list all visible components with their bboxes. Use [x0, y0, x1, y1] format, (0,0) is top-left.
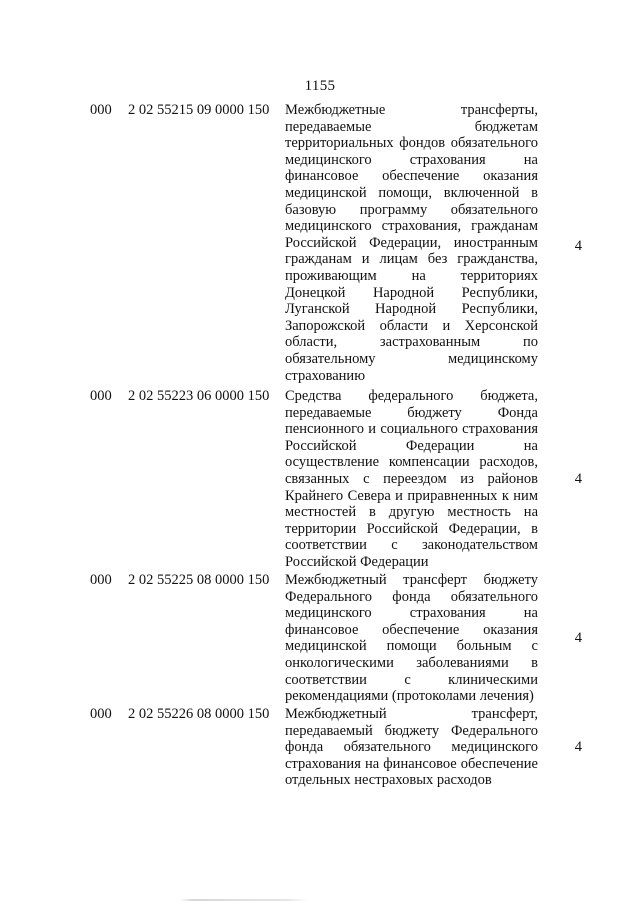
rank-value: 4 — [574, 739, 582, 755]
budget-code: 2 02 55225 08 0000 150 — [128, 572, 270, 588]
rank-value: 4 — [574, 238, 582, 254]
budget-code: 2 02 55226 08 0000 150 — [128, 706, 270, 722]
income-description: Межбюджетный трансферт, передаваемый бюджету Федерального фонда обязательного медицинского страхования на финансовое обеспечение отдельных нестраховых расходов — [285, 706, 538, 789]
admin-code: 000 — [90, 572, 112, 588]
scan-edge-divider — [0, 899, 640, 901]
income-description: Межбюджетный трансферт бюджету Федерального фонда обязательного медицинского страхования на финансовое обеспечение оказания медицинской помощи больным с онкологическими заболеваниями в соответствии с клиническими рекомендациями (протоколами лечения) — [285, 572, 538, 705]
page-number: 1155 — [304, 78, 336, 94]
admin-code: 000 — [90, 706, 112, 722]
admin-code: 000 — [90, 388, 112, 404]
income-description: Средства федерального бюджета, передаваемые бюджету Фонда пенсионного и социального страхования Российской Федерации на осуществление компенсации расходов, связанных с переездом из районов Крайнего Севера и приравненных к ним местностей в другую местность на территории Российской Федерации, в соответствии с законодательством Российской Федерации — [285, 388, 538, 570]
budget-code: 2 02 55215 09 0000 150 — [128, 102, 270, 118]
rank-value: 4 — [574, 471, 582, 487]
admin-code: 000 — [90, 102, 112, 118]
budget-code: 2 02 55223 06 0000 150 — [128, 388, 270, 404]
rank-value: 4 — [574, 630, 582, 646]
income-description: Межбюджетные трансферты, передаваемые бюджетам территориальных фондов обязательного медицинского страхования на финансовое обеспечение оказания медицинской помощи, включенной в базовую программу обязательного медицинского страхования, гражданам Российской Федерации, иностранным гражданам и лицам без гражданства, проживающим на территориях Донецкой Народной Республики, Луганской Народной Республики, Запорожской области и Херсонской области, застрахованным по обязательному медицинскому страхованию — [285, 102, 538, 384]
